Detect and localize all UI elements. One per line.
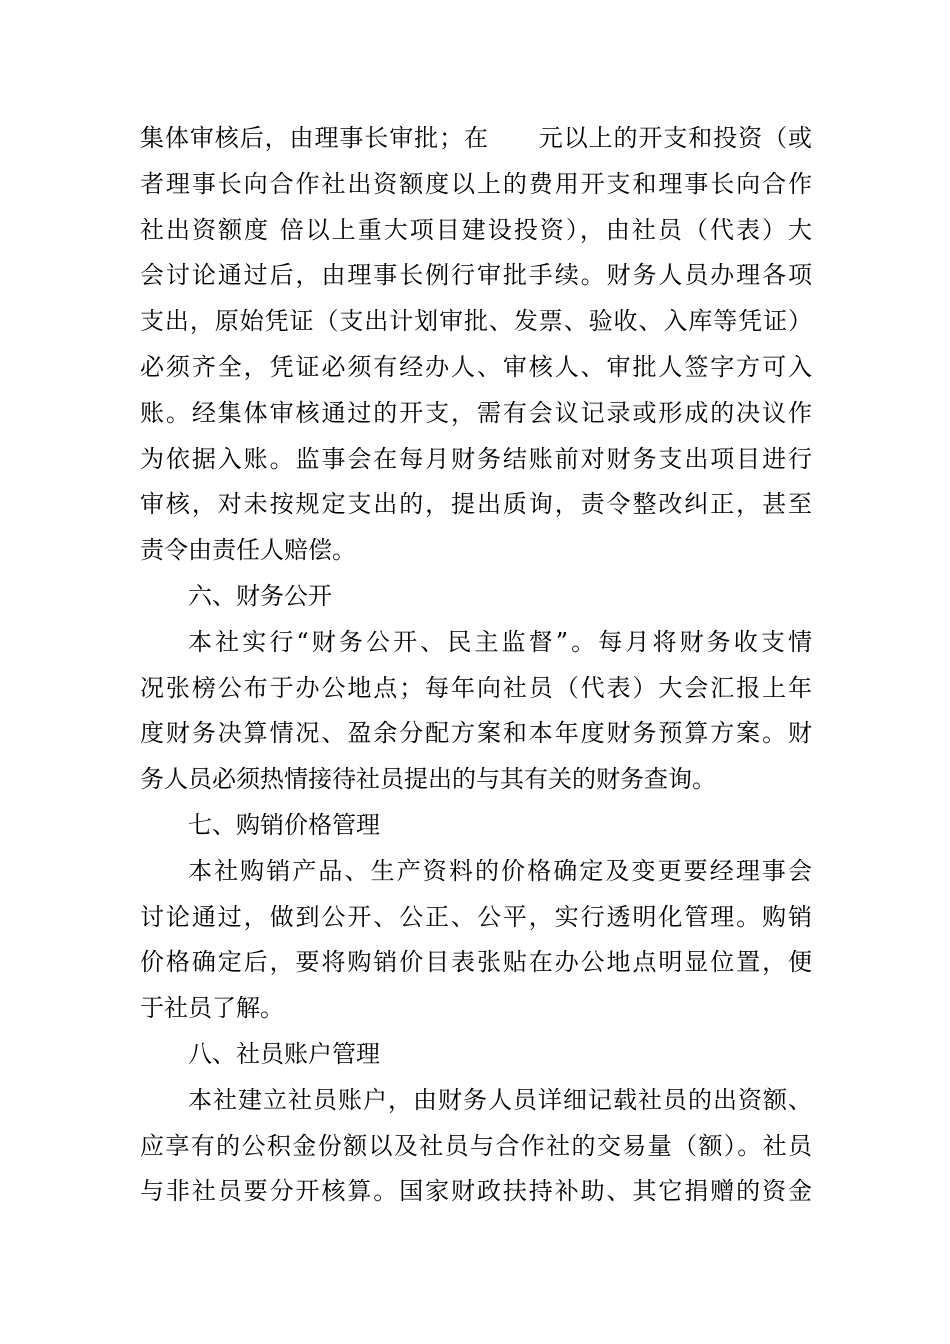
paragraph-line: 集体审核后，由理事长审批；在 元以上的开支和投资（或 [140,124,812,152]
paragraph-line: 审核，对未按规定支出的，提出质询，责令整改纠正，甚至 [140,490,812,519]
section-heading: 六、财务公开 [188,581,332,610]
paragraph-line: 务人员必须热情接待社员提出的与其有关的财务查询。 [140,765,716,794]
paragraph-line: 与非社员要分开核算。国家财政扶持补助、其它捐赠的资金 [140,1177,812,1206]
section-heading: 八、社员账户管理 [188,1039,380,1068]
paragraph-line: 本社建立社员账户，由财务人员详细记载社员的出资额、 [188,1085,812,1114]
paragraph-line: 必须齐全，凭证必须有经办人、审核人、审批人签字方可入 [140,352,812,381]
paragraph-line: 支出，原始凭证（支出计划审批、发票、验收、入库等凭证） [140,307,812,336]
paragraph-line: 应享有的公积金份额以及社员与合作社的交易量（额）。社员 [140,1131,812,1160]
paragraph-line: 况张榜公布于办公地点；每年向社员（代表）大会汇报上年 [140,673,812,702]
paragraph-line: 社出资额度 倍以上重大项目建设投资），由社员（代表）大 [140,215,812,244]
paragraph-line: 责令由责任人赔偿。 [140,536,356,565]
paragraph-line: 本社购销产品、生产资料的价格确定及变更要经理事会 [188,856,812,885]
section-heading: 七、购销价格管理 [188,810,380,839]
paragraph-line: 度财务决算情况、盈余分配方案和本年度财务预算方案。财 [140,719,812,748]
paragraph-line: 讨论通过，做到公开、公正、公平，实行透明化管理。购销 [140,902,812,931]
paragraph-line: 本社实行“财务公开、民主监督”。每月将财务收支情 [188,627,812,656]
paragraph-line: 为依据入账。监事会在每月财务结账前对财务支出项目进行 [140,444,812,473]
paragraph-line: 账。经集体审核通过的开支，需有会议记录或形成的决议作 [140,398,812,427]
paragraph-line: 价格确定后，要将购销价目表张贴在办公地点明显位置，便 [140,948,812,977]
document-body [140,116,812,1215]
paragraph-line: 者理事长向合作社出资额度以上的费用开支和理事长向合作 [140,169,812,198]
paragraph-line: 于社员了解。 [140,994,284,1023]
paragraph-line: 会讨论通过后，由理事长例行审批手续。财务人员办理各项 [140,261,812,290]
